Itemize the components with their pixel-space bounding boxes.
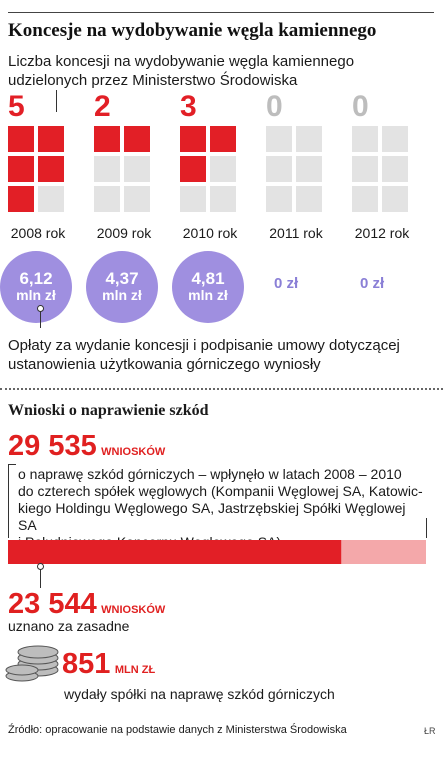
accepted-number: 23 544 bbox=[8, 588, 97, 620]
chart-title: Koncesje na wydobywanie węgla kamiennego bbox=[8, 20, 377, 41]
fee-value: 4,37 bbox=[105, 269, 139, 288]
claims-title: Wnioski o naprawienie szkód bbox=[8, 402, 209, 419]
claims-desc-line-2: do czterech spółek węglowych (Kompanii Węglowej SA, Katowic- bbox=[18, 483, 423, 499]
fee-value-4: 0 zł bbox=[360, 275, 385, 292]
fee-value: 4,81 bbox=[191, 269, 225, 288]
year-label-2: 2010 rok bbox=[182, 225, 238, 241]
claims-total-number: 29 535 bbox=[8, 430, 97, 462]
accepted-unit: WNIOSKÓW bbox=[101, 604, 166, 616]
concession-count-0: 5 bbox=[8, 90, 25, 123]
accepted-caption: uznano za zasadne bbox=[8, 618, 130, 634]
fee-value-3: 0 zł bbox=[274, 275, 299, 292]
concession-count-4: 0 bbox=[352, 90, 369, 123]
author-tag: ŁR bbox=[424, 726, 436, 736]
claims-desc-line-3: kiego Holdingu Węglowego SA, Jastrzębskiej Spółki Węglowej SA bbox=[18, 500, 406, 533]
fee-unit: mln zł bbox=[188, 287, 228, 303]
year-label-4: 2012 rok bbox=[354, 225, 410, 241]
year-label-0: 2008 rok bbox=[10, 225, 66, 241]
year-label-1: 2009 rok bbox=[96, 225, 152, 241]
spending-unit: MLN ZŁ bbox=[114, 664, 156, 676]
concession-count-1: 2 bbox=[94, 90, 111, 123]
concession-count-3: 0 bbox=[266, 90, 283, 123]
spending-block bbox=[62, 648, 155, 681]
fee-unit: mln zł bbox=[102, 287, 142, 303]
year-label-3: 2011 rok bbox=[269, 225, 323, 241]
concession-count-2: 3 bbox=[180, 90, 197, 123]
spending-caption: wydały spółki na naprawę szkód górniczych bbox=[64, 686, 335, 702]
claims-desc-line-1: o naprawę szkód górniczych – wpłynęło w latach 2008 – 2010 bbox=[18, 466, 402, 482]
fee-unit: mln zł bbox=[16, 287, 56, 303]
fee-value: 6,12 bbox=[19, 269, 53, 288]
source-note: Źródło: opracowanie na podstawie danych z Ministerstwa Środowiska bbox=[8, 724, 347, 736]
spending-number: 851 bbox=[62, 648, 111, 680]
subtitle-line-2: udzielonych przez Ministerstwo Środowiska bbox=[8, 72, 298, 89]
subtitle-line-1: Liczba koncesji na wydobywanie węgla kamiennego bbox=[8, 53, 355, 70]
fee-caption-line-1: Opłaty za wydanie koncesji i podpisanie umowy dotyczącej bbox=[8, 337, 400, 354]
claims-total-unit: WNIOSKÓW bbox=[101, 446, 166, 458]
fee-caption-line-2: ustanowienia użytkowania górniczego wyniosły bbox=[8, 356, 321, 373]
